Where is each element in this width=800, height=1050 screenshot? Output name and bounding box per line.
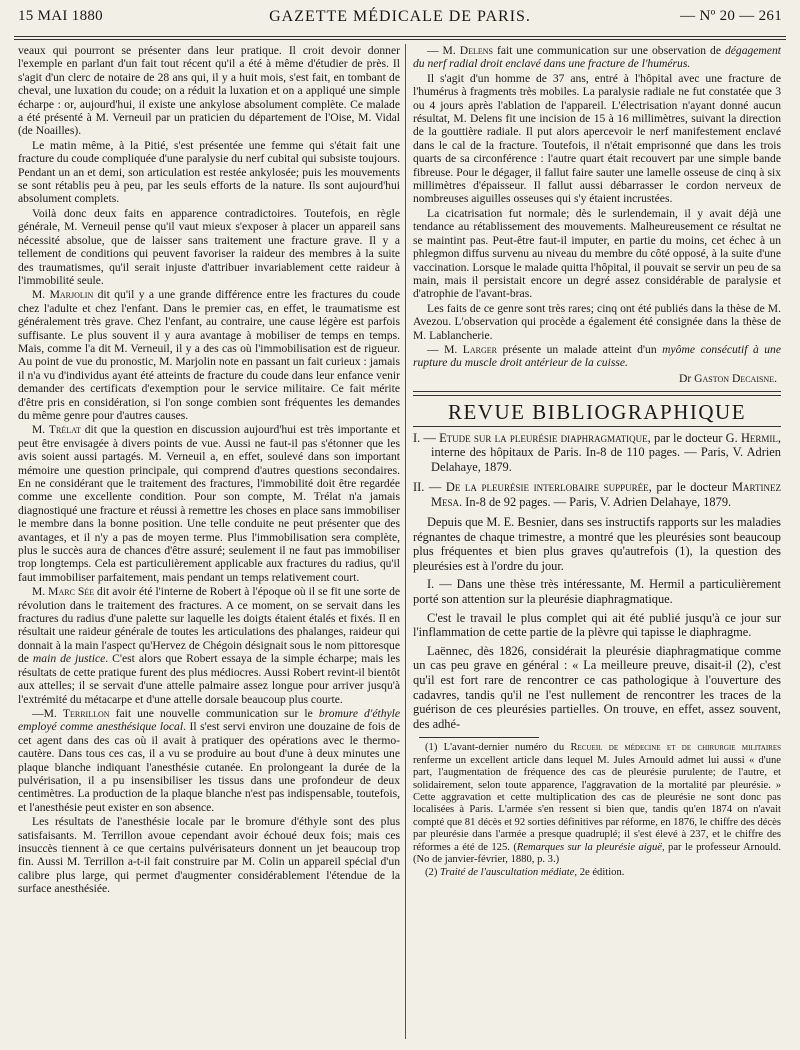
footnote: [413, 742, 781, 866]
paragraph: [18, 707, 400, 814]
issue-date: 15 MAI 1880: [18, 8, 103, 24]
journal-name: Recueil de médecine et de chirurgie militaires: [570, 742, 781, 754]
entry-text: , par le docteur: [648, 480, 733, 495]
issue-page-number: — Nº 20 — 261: [680, 8, 782, 24]
paragraph-text: fait une communication sur une observation de: [493, 44, 725, 57]
signature-name: Gaston Decaisne.: [694, 371, 777, 385]
paragraph-text: fait une nouvelle communication sur le: [109, 706, 319, 720]
footnote-rule: [419, 737, 539, 738]
entry-text: , par le docteur G.: [647, 430, 741, 445]
paragraph: [18, 288, 400, 422]
paragraph: Les résultats de l'anesthésie locale par le bromure d'éthyle sont des plus satisfaisants. M. Terrillon avoue cependant avoir échoué deux fois; mais ces insuccès tiennent à ce que certains pulvérisateurs donnent un jet beaucoup trop fin. Aussi M. Terrillon a-t-il fait construire par M. Colin un appareil spécial d'un calibre plus large, qui permet d'augmenter considérablement l'étendue de la surface anesthésiée.: [18, 815, 400, 896]
entry-title: De la pleurésie interlobaire suppurée: [445, 480, 649, 495]
paragraph: Laënnec, dès 1826, considérait la pleurésie diaphragmatique comme un cas peu grave en général : « La meilleure preuve, disait-il (2), c'est qu'il est fort rare de rencontrer ce cas pathologique à l'ouverture des cadavres, tandis qu'il ne l'est nullement de rencontrer les traces de la guérison de ces pleurésies partielles. On trouve, en effet, assez souvent, des adhé-: [413, 643, 781, 731]
entry-number: II. —: [413, 480, 446, 495]
paragraph: [18, 423, 400, 584]
speaker-name: M. Marc Sée: [32, 585, 95, 599]
journal-title: GAZETTE MÉDICALE DE PARIS.: [269, 8, 531, 25]
paragraph: [413, 343, 781, 370]
footnote-text: (2): [425, 867, 441, 879]
paragraph-text: . C'est alors que Robert essaya de la simple écharpe; mais les résultats de cette pratique furent des plus médiocres. Aussi Robert revint-il bientôt aux attelles; il se servait d'une attelle palmaire assez longue pour arriver jusqu'à l'extrémité du métacarpe et d'une attelle dorsale beaucoup plus courte.: [18, 652, 400, 706]
paragraph-text: dit qu'il y a une grande différence entre les fractures du coude chez l'adulte et chez l'enfant. Dans le premier cas, en effet, le traumatisme est généralement très grave. Chez l'enfant, au contraire, une cause légère est parfois suffisante. Le plus souvent il y aura avantage à mobiliser de temps en temps. Mais, comme l'a dit M. Verneuil, il y a des cas où l'immobilisation est de rigueur. Au point de vue du pronostic, M. Marjolin note en passant un fait curieux : jamais il n'a vu d'individus ayant été atteints de fracture du coude dans leur enfance venir demander des certificats d'exemption pour le service militaire. Ce fait mérite d'être pris en considération, si l'on songe combien sont fréquentes les demandes du même genre pour d'autres causes.: [18, 288, 400, 422]
paragraph: I. — Dans une thèse très intéressante, M. Hermil a particulièrement porté son attention sur la pleurésie diaphragmatique.: [413, 577, 781, 607]
bibliography-list: [413, 431, 781, 510]
header-rule: [14, 36, 786, 40]
speaker-name: Terrillon: [62, 706, 110, 720]
footnote: [413, 867, 781, 879]
dash-prefix: — M.: [427, 342, 463, 356]
footnote-text: renferme un excellent article dans lequel M. Jules Arnould admet lui aussi « d'une part, l'augmentation de fréquence des cas de pleurésie purulente; de l'autre, et solidairement, selon toute apparence, l'aggravation de la mortalité par pleurésie. » Cette aggravation et cette multiplication des cas de pleurésie ne sont donc pas localisées à Paris. L'armée s'en ressent si bien que, tandis qu'en 1874 on n'avait compté que 81 décès et 92 sorties définitives par réforme, en 1876, le chiffre des décès par pleurésie dans l'armée a presque quadruplé; il s'est élevé à 237, et le chiffre des réformes a été de 125. (: [413, 754, 781, 853]
review-body: [413, 515, 781, 731]
italic-phrase: myôme consécutif à une rupture du muscle droit antérieur de la cuisse.: [413, 342, 781, 370]
speaker-name: M. Marjolin: [32, 288, 94, 302]
page-header: [14, 8, 786, 30]
paragraph: La cicatrisation fut normale; dès le surlendemain, il y avait déjà une tendance au rétablissement des mouvements. Malheureusement ce résultat ne se maintint pas. Peut-être faut-il imputer, en partie du moins, cet échec à un phlegmon diffus survenu au niveau du membre du côté opposé, à la suite d'une vaccination. Lorsque le malade quitta l'hôpital, il pouvait se servir un peu de sa main, mais il persistait encore un degré assez considérable de paralysie et d'atrophie de l'avant-bras.: [413, 206, 781, 301]
signature-prefix: Dr: [679, 371, 695, 385]
dash-prefix: —M.: [32, 706, 63, 720]
footnotes: [413, 742, 781, 879]
footnote-text: , par le professeur Arnould. (No de janvier-février, 1880, p. 3.): [413, 841, 781, 866]
paragraph: [18, 585, 400, 706]
section-title: REVUE BIBLIOGRAPHIQUE: [447, 400, 747, 425]
bibliography-entry: [413, 431, 781, 475]
right-column: [413, 44, 781, 1044]
paragraph-text: dit avoir été l'interne de Robert à l'époque où il se fit une sorte de révolution dans le traitement des fractures. A ce moment, on se servait dans les fractures du radius d'une palette sur laquelle les doigts étaient étalés et fixés. Il en résultait une raideur générale de toutes les articulations des phalanges, raideur qui donnait à la main l'aspect qu'Hervez de Chégoin désignait sous le nom pittoresque de: [18, 585, 400, 666]
left-column: [18, 44, 400, 1044]
dash-prefix: — M.: [427, 44, 460, 57]
italic-phrase: Remarques sur la pleurésie aiguë: [516, 841, 662, 853]
paragraph: C'est le travail le plus complet qui ait été publié jusqu'à ce jour sur l'inflammation de cette partie de la plèvre qui tapisse le diaphragme.: [413, 610, 781, 640]
footnote-text: (1) L'avant-dernier numéro du: [425, 742, 571, 754]
italic-phrase: bromure d'éthyle employé comme anesthésique local: [18, 706, 400, 734]
entry-text: , interne des hôpitaux de Paris. In-8 de 110 pages. — Paris, V. Adrien Delahaye, 1879.: [431, 430, 781, 474]
italic-phrase: Traité de l'auscultation médiate: [440, 867, 575, 879]
entry-author: Hermil: [740, 430, 778, 445]
author-signature: [413, 372, 777, 385]
paragraph-text: dit que la question en discussion aujourd'hui est très importante et peut être envisagée à divers points de vue. Aussi ne faut-il pas s'étonner que les avis soient aussi partagés. M. Verneuil a, en effet, soulevé dans son important mémoire une question principale, qui comprend d'autres questions secondaires. En ne considérant que le traitement des fractures, l'immobilité doit être regardée comme une excellente condition. Pour son compte, M. Trélat n'a jamais diagnostiqué une fracture et réussi à remettre les choses en place sans immobiliser le membre dans la bonne position. Une telle conduite ne peut présenter que des avantages, et il n'y a pas de moyen terme. Plus l'immobilisation sera complète, plus le succès aura de chances d'être assuré; seulement il ne faut pas immobiliser trop longtemps. Cela est particulièrement applicable aux fractures du radius, qu'il faut immobiliser parfaitement, mais pendant un temps relativement court.: [18, 423, 400, 584]
paragraph-text: . Il s'est servi environ une douzaine de fois de cet agent dans des cas où il avait à pratiquer des opérations avec le thermo-cautère. Dans tous ces cas, il a vu se produire au bout d'une à deux minutes une plaque blanche indiquant l'anesthésie cutanée. En prolongeant la durée de la pulvérisation, il a pu insensibiliser les tissus dans une profondeur de deux centimètres. La production de la plaque blanche n'est pas indispensable, toutefois, et l'anesthésie peut exister en son absence.: [18, 720, 400, 814]
italic-phrase: main de justice: [32, 652, 106, 666]
paragraph: Voilà donc deux faits en apparence contradictoires. Toutefois, en règle générale, M. Verneuil pense qu'il vaut mieux s'exposer à placer un appareil sans nécessité absolue, que de laisser sans traitement une fracture grave. Il y a tellement de conditions qui peuvent favoriser la raideur des membres à la suite des traumatismes, qu'il serait injuste d'attribuer invariablement cette raideur à l'immobilité seule.: [18, 206, 400, 287]
entry-number: I. —: [413, 430, 440, 445]
paragraph: [413, 44, 781, 71]
section-separator: [413, 391, 781, 396]
paragraph: Depuis que M. E. Besnier, dans ses instructifs rapports sur les maladies régnantes de chaque trimestre, a montré que les pleurésies sont beaucoup plus fréquentes et bien plus graves qu'autrefois (1), la question des pleurésies est à l'ordre du jour.: [413, 515, 781, 573]
entry-text: . In-8 de 92 pages. — Paris, V. Adrien Delahaye, 1879.: [459, 494, 732, 509]
footnote-text: , 2e édition.: [574, 867, 625, 879]
bibliography-entry: [413, 480, 781, 509]
paragraph: Il s'agit d'un homme de 37 ans, entré à l'hôpital avec une fracture de l'humérus à fragments très mobiles. La paralysie radiale ne fut constatée que 3 ou 4 jours après l'ablation de l'appareil. L'électrisation n'ayant donné aucun résultat, M. Delens fit une incision de 15 à 16 millimètres, suivant la direction de la gouttière radiale. Il put alors apercevoir le nerf manifestement enclavé dans le cal de la fracture. Toutefois, il n'était emprisonné que dans les trois quarts de sa circonférence : l'autre quart était recouvert par une simple bande fibreuse. Pour le dégager, il fallut faire sauter une lamelle osseuse de cinq à six millimètres d'épaisseur. Il fallut aussi débarrasser le cordon nerveux de nombreuses aiguilles osseuses qui s'y étaient incrustées.: [413, 71, 781, 206]
paragraph: Le matin même, à la Pitié, s'est présentée une femme qui s'était fait une fracture du coude compliquée d'une paralysie du nerf cubital qui subsiste toujours. Pendant un an et demi, son articulation est restée ankylosée; puis les mouvements se sont rétablis peu à peu, par les seuls efforts de la nature. Ils sont aujourd'hui absolument complets.: [18, 138, 400, 206]
speaker-name: M. Trélat: [32, 423, 81, 437]
speaker-name: Larger: [462, 342, 497, 356]
title-rule: [413, 426, 781, 427]
speaker-name: Delens: [459, 44, 493, 57]
italic-phrase: dégagement du nerf radial droit enclavé dans une fracture de l'humérus.: [413, 44, 781, 71]
entry-title: Etude sur la pleurésie diaphragmatique: [439, 430, 648, 445]
column-divider: [405, 44, 406, 1039]
paragraph: veaux qui pourront se présenter dans leur pratique. Il croit devoir donner l'exemple en parlant d'un fait tout récent qu'il a été à même d'étudier de près. Il s'agit d'un clerc de notaire de 28 ans qui, il y a huit mois, s'est fait, en tombant de cheval, une luxation du coude; on a réduit la luxation et on a appliqué une simple écharpe : or, aujourd'hui, il existe une ankylose absolument complète. Ce malade a été présenté à M. Verneuil par un praticien du département de l'Oise, M. Vidal (de Noailles).: [18, 44, 400, 138]
paragraph: Les faits de ce genre sont très rares; cinq ont été publiés dans la thèse de M. Avezou. L'observation qui procède a également été consignée dans la thèse de M. Lablancherie.: [413, 301, 781, 342]
paragraph-text: présente un malade atteint d'un: [497, 342, 663, 356]
entry-author: Martinez Mesa: [431, 480, 781, 509]
